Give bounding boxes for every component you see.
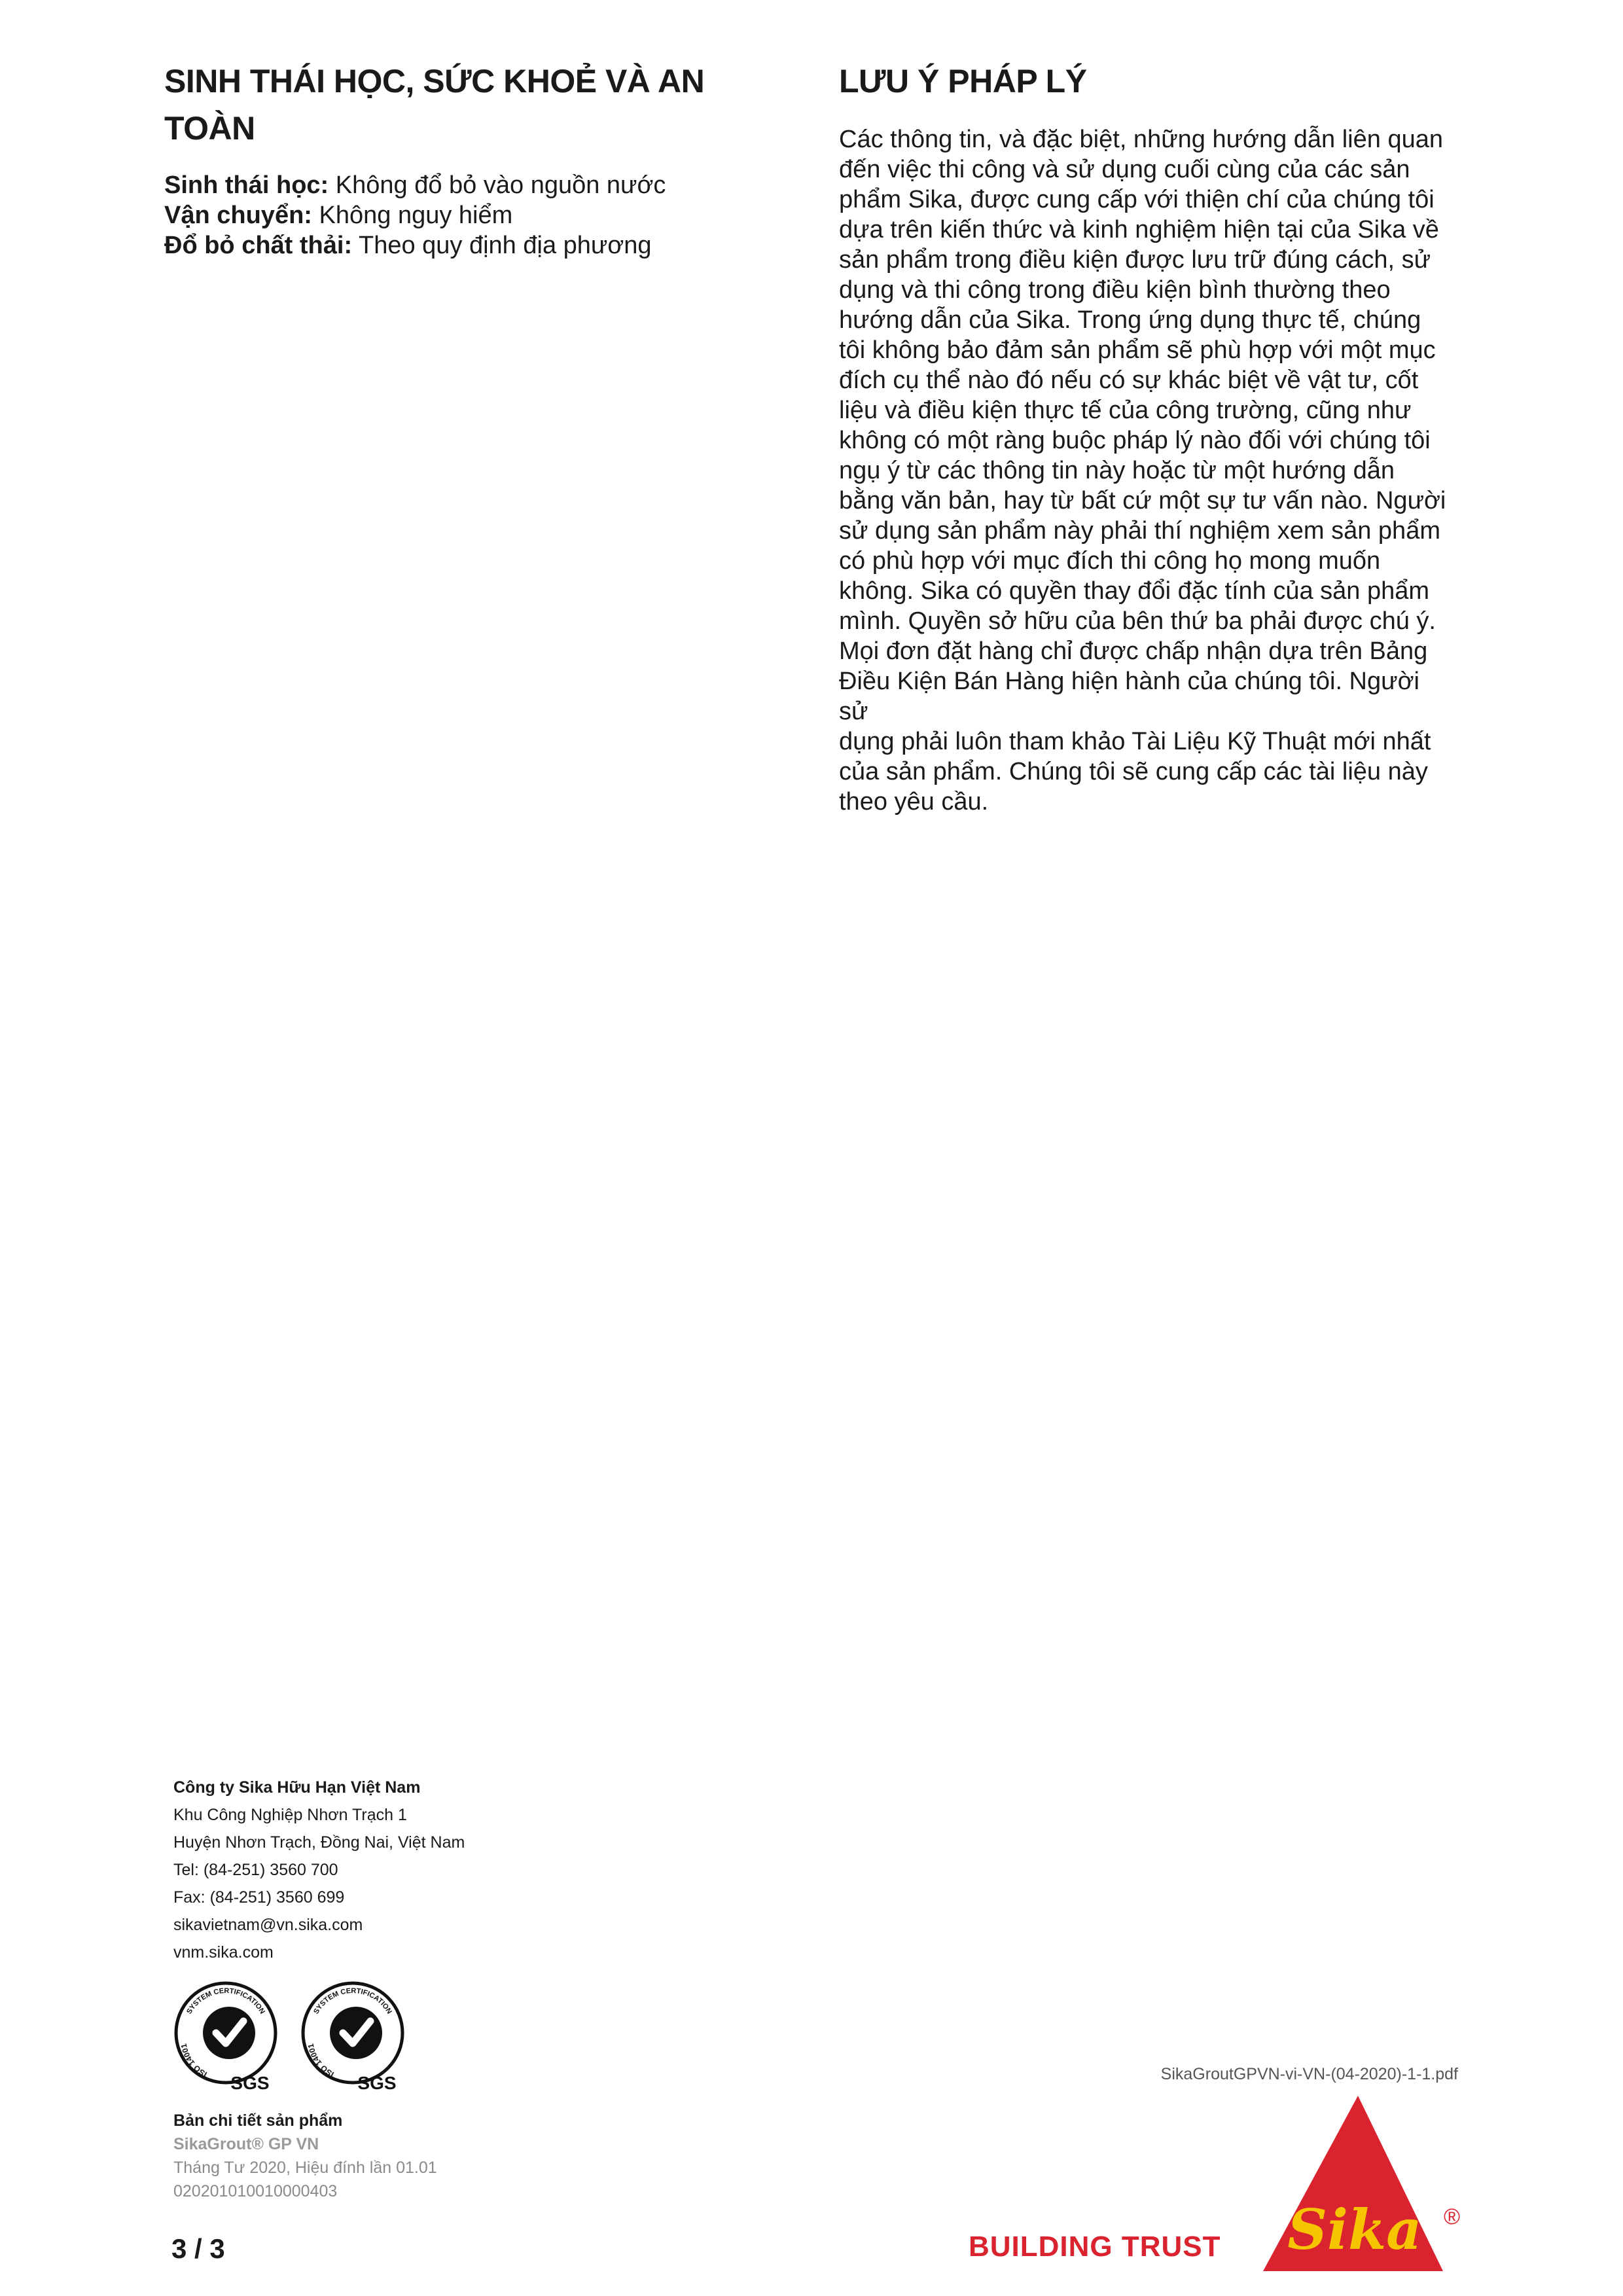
eco-item-disposal: Đổ bỏ chất thải: Theo quy định địa phương [164, 232, 652, 259]
product-name: SikaGrout® GP VN [173, 2135, 319, 2153]
company-email-link[interactable]: sikavietnam@vn.sika.com [173, 1916, 363, 1934]
svg-text:SGS: SGS [230, 2073, 270, 2093]
svg-text:SGS: SGS [357, 2073, 397, 2093]
svg-text:ISO 14001: ISO 14001 [179, 2043, 209, 2079]
company-tel: Tel: (84-251) 3560 700 [173, 1861, 338, 1879]
company-address-1: Khu Công Nghiệp Nhơn Trạch 1 [173, 1806, 407, 1824]
eco-item-ecology: Sinh thái học: Không đổ bỏ vào nguồn nước [164, 171, 666, 199]
sgs-iso-14001-seal [171, 1978, 280, 2094]
eco-heading: SINH THÁI HỌC, SỨC KHOẺ VÀ AN TOÀN [164, 63, 705, 147]
eco-list [164, 170, 740, 260]
pdf-filename: SikaGroutGPVN-vi-VN-(04-2020)-1-1.pdf [1160, 2065, 1458, 2083]
svg-text:SYSTEM CERTIFICATION: SYSTEM CERTIFICATION [185, 1986, 266, 2016]
company-name: Công ty Sika Hữu Hạn Việt Nam [173, 1778, 421, 1797]
company-address-2: Huyện Nhơn Trạch, Đồng Nai, Việt Nam [173, 1833, 465, 1852]
legal-body: Các thông tin, và đặc biệt, những hướng dẫn liên quan đến việc thi công và sử dụng cuối cùng của các sản phẩm Sika, được cung cấp với thiện chí của chúng tôi dựa trên kiến thức và kinh nghiệm hiện tại của Sika về sản phẩm trong điều kiện được lưu trữ đúng cách, sử dụng và thi công trong điều kiện bình thường theo hướng dẫn của Sika. Trong ứng dụng thực tế, chúng tôi không bảo đảm sản phẩm sẽ phù hợp với một mục đích cụ thể nào đó nếu có sự khác biệt về vật tư, cốt liệu và điều kiện thực tế của công trường, cũng như không có một ràng buộc pháp lý nào đối với chúng tôi ngụ ý từ các thông tin này hoặc từ một hướng dẫn bằng văn bản, hay từ bất cứ một sự tư vấn nào. Người sử dụng sản phẩm này phải thí nghiệm xem sản phẩm có phù hợp với mục đích thi công họ mong muốn không. Sika có quyền thay đổi đặc tính của sản phẩm mình. Quyền sở hữu của bên thứ ba phải được chú ý. Mọi đơn đặt hàng chỉ được chấp nhận dựa trên Bảng Điều Kiện Bán Hàng hiện hành của chúng tôi. Người sử dụng phải luôn tham khảo Tài Liệu Kỹ Thuật mới nhất của sản phẩm. Chúng tôi sẽ cung cấp các tài liệu này theo yêu cầu. [839, 126, 1446, 816]
product-code: 020201010010000403 [173, 2182, 338, 2200]
legal-heading: LƯU Ý PHÁP LÝ [839, 63, 1087, 99]
svg-text:®: ® [1444, 2204, 1461, 2229]
product-doc-title: Bản chi tiết sản phẩm [173, 2111, 343, 2130]
certifications [171, 1978, 407, 2094]
legal-section [839, 58, 1454, 817]
product-info [173, 2109, 437, 2203]
building-trust-tagline: BUILDING TRUST [969, 2231, 1221, 2263]
company-fax: Fax: (84-251) 3560 699 [173, 1888, 345, 1907]
sgs-iso-14001-seal [298, 1978, 407, 2094]
product-revision: Tháng Tư 2020, Hiệu đính lần 01.01 [173, 2159, 437, 2177]
sika-logo [1263, 2094, 1461, 2274]
eco-section [164, 58, 740, 260]
eco-item-transport: Vận chuyển: Không nguy hiểm [164, 202, 513, 229]
svg-text:SYSTEM CERTIFICATION: SYSTEM CERTIFICATION [312, 1986, 393, 2016]
page-number: 3 / 3 [171, 2233, 225, 2264]
svg-text:ISO 14001: ISO 14001 [306, 2043, 336, 2079]
company-website-link[interactable]: vnm.sika.com [173, 1943, 274, 1962]
svg-text:Sika: Sika [1287, 2197, 1422, 2262]
company-info [173, 1774, 465, 1966]
